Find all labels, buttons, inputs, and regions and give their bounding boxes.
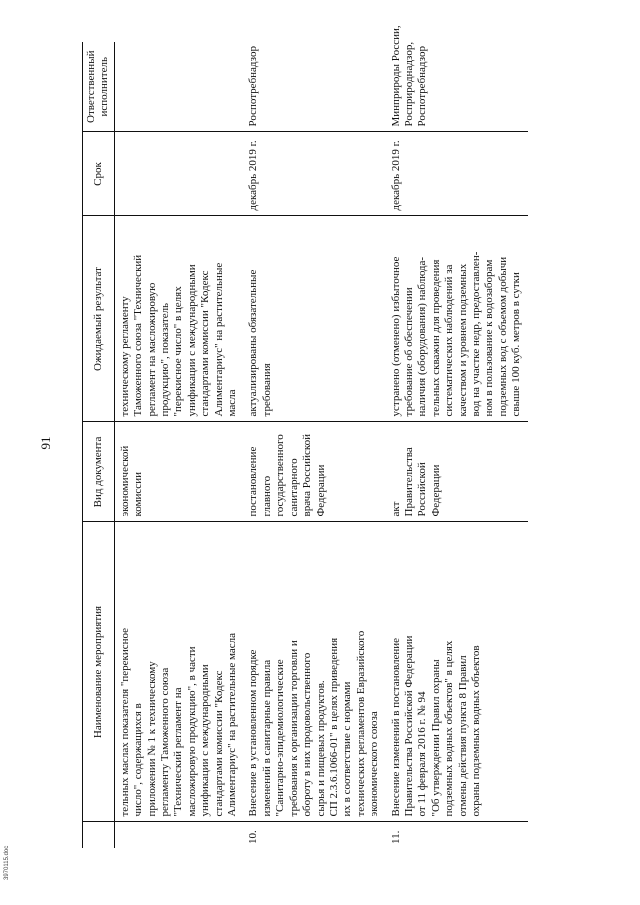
cell-line: СП 2.3.6.1066-01" в целях приведения	[327, 637, 340, 817]
cell-line: число", содержащихся в	[132, 703, 145, 817]
cell-line: систематических наблюдений за	[443, 264, 456, 417]
table-row	[243, 42, 385, 848]
cell-line: сырья и пищевых продуктов.	[314, 680, 327, 817]
cell-expected-result	[386, 216, 528, 422]
cell-line: врача Российской	[301, 433, 314, 517]
cell-line: стандартами комиссии "Кодекс	[212, 670, 225, 817]
cell-line: санитарного	[287, 458, 300, 517]
document-footer: 3970115.doc	[4, 845, 10, 880]
cell-line: продукцию", показатель	[159, 302, 172, 417]
cell-line: тельных маслах показателя "перекисное	[118, 627, 131, 817]
table-sheet	[82, 25, 640, 844]
measures-table	[82, 25, 528, 848]
cell-number	[114, 822, 243, 848]
cell-expected-result	[114, 216, 243, 422]
cell-line: экономического союза	[368, 711, 381, 817]
cell-line: регламент на масложировую	[145, 282, 158, 417]
cell-line: изменений в санитарные правила	[260, 659, 273, 817]
cell-line: Внесение изменений в постановление	[389, 637, 402, 817]
cell-line: постановление	[247, 446, 260, 517]
cell-measure-name	[114, 522, 243, 822]
cell-line: Российской	[416, 462, 429, 517]
cell-line: стандартами комиссии "Кодекс	[199, 270, 212, 417]
cell-line: ном в пользование к водозаборам	[483, 259, 496, 417]
table-header-row	[83, 42, 115, 848]
cell-number: 11.	[389, 830, 402, 844]
cell-line: устранено (отменено) избыточное	[389, 256, 402, 417]
header-term: Срок	[83, 132, 115, 216]
cell-document-type	[386, 422, 528, 522]
cell-measure-name	[386, 522, 528, 822]
cell-line: их в соответствие с нормами	[341, 681, 354, 817]
cell-line: государственного	[274, 434, 287, 517]
cell-line: Роспотребнадзор	[416, 46, 429, 127]
cell-line: качеством и уровнем подземных	[456, 263, 469, 417]
cell-line: требования	[260, 363, 273, 417]
cell-line: масложировую продукцию", в части	[185, 646, 198, 817]
cell-line: экономической	[118, 445, 131, 517]
cell-executor	[386, 25, 528, 132]
header-measure-name: Наименование мероприятия	[83, 522, 115, 822]
cell-line: требование об обеспечении	[402, 287, 415, 417]
cell-line: декабрь 2019 г.	[389, 140, 402, 211]
table-body	[114, 25, 527, 848]
header-expected-result: Ожидаемый результат	[83, 216, 115, 422]
header-document-type: Вид документа	[83, 422, 115, 522]
cell-line: отмены действия пункта 8 Правил	[456, 655, 469, 817]
cell-line: подземных водных объектов" в целях	[443, 640, 456, 817]
cell-term	[243, 132, 385, 216]
cell-line: приложении № 1 к техническому	[145, 661, 158, 817]
cell-line: масла	[226, 389, 239, 417]
cell-line: Федерации	[314, 464, 327, 517]
cell-line: Правительства Российской Федерации	[402, 635, 415, 817]
cell-document-type	[243, 422, 385, 522]
cell-expected-result	[243, 216, 385, 422]
cell-line: технических регламентов Евразийского	[354, 630, 367, 817]
cell-term	[386, 132, 528, 216]
cell-line: Внесение в установленном порядке	[247, 649, 260, 817]
cell-line: техническому регламенту	[118, 296, 131, 417]
cell-line: Минприроды России,	[389, 25, 402, 127]
header-executor: Ответственный исполнитель	[83, 42, 115, 132]
cell-line: Росприроднадзор,	[402, 41, 415, 127]
cell-executor	[114, 42, 243, 132]
cell-line: акт	[389, 501, 402, 517]
cell-line: Правительства	[402, 447, 415, 517]
cell-line: требования к организации торговли и	[287, 640, 300, 817]
cell-line: Алиментариус" на растительные масла	[226, 633, 239, 817]
cell-line: вод на участке недр, предоставлен-	[469, 251, 482, 417]
cell-measure-name	[243, 522, 385, 822]
header-number	[83, 822, 115, 848]
cell-line: Таможенного союза "Технический	[132, 254, 145, 417]
cell-line: охраны подземных водных объектов	[469, 645, 482, 817]
cell-number: 10.	[247, 830, 260, 844]
rotated-table-wrapper	[82, 25, 590, 848]
cell-line: комиссии	[132, 472, 145, 517]
cell-line: унификации с международными	[185, 264, 198, 417]
cell-line: декабрь 2019 г.	[247, 140, 260, 211]
cell-line: от 11 февраля 2016 г. № 94	[416, 691, 429, 817]
cell-line: "Санитарно-эпидемиологические	[274, 659, 287, 817]
cell-line: свыше 100 куб. метров в сутки	[510, 272, 523, 417]
table-row	[386, 42, 528, 848]
cell-line: главного	[260, 475, 273, 517]
cell-document-type	[114, 422, 243, 522]
cell-line: обороту в них продовольственного	[301, 652, 314, 817]
page-number: 91	[38, 436, 53, 450]
cell-line: "перекисное число" в целях	[172, 286, 185, 417]
cell-line: Федерации	[429, 464, 442, 517]
cell-line: тельных скважин для проведения	[429, 259, 442, 417]
cell-line: Роспотребнадзор	[247, 46, 260, 127]
cell-line: "Об утверждении Правил охраны	[429, 659, 442, 817]
cell-line: подземных вод с объемом добычи	[496, 256, 509, 417]
cell-line: регламенту Таможенного союза	[159, 667, 172, 817]
cell-line: унификации с международными	[199, 664, 212, 817]
cell-line: "Технический регламент на	[172, 687, 185, 817]
cell-executor	[243, 42, 385, 132]
cell-line: актуализированы обязательные	[247, 269, 260, 417]
cell-term	[114, 132, 243, 216]
table-row	[114, 42, 243, 848]
cell-line: Алиментариус" на растительные	[212, 262, 225, 417]
cell-line: наличия (оборудования) наблюда-	[416, 256, 429, 417]
